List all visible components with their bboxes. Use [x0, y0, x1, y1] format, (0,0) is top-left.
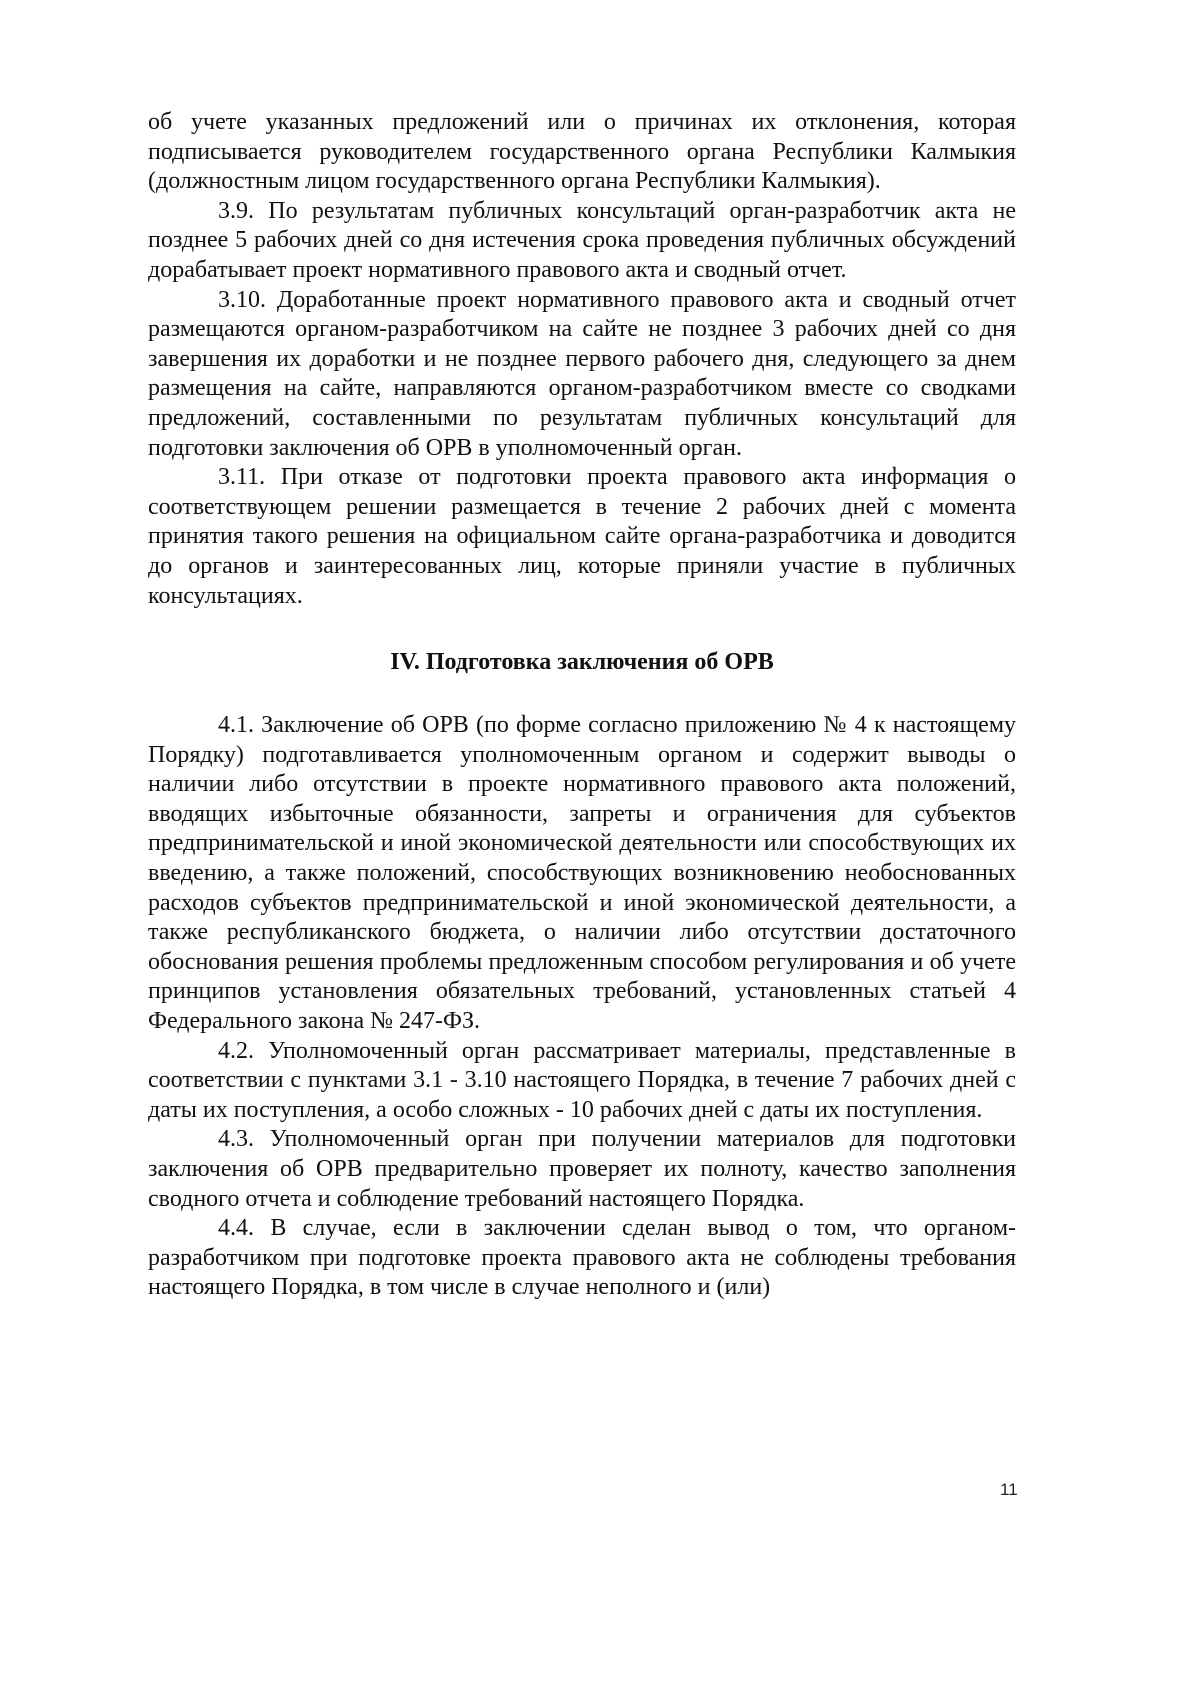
paragraph-4-3: 4.3. Уполномоченный орган при получении материалов для подготовки заключения об ОРВ предварительно проверяет их полноту, качество заполнения сводного отчета и соблюдение требований настоящего Порядка. [148, 1126, 1016, 1212]
section-heading: IV. Подготовка заключения об ОРВ [390, 649, 774, 676]
page-number: 11 [1000, 1480, 1018, 1499]
paragraph-4-4: 4.4. В случае, если в заключении сделан вывод о том, что органом-разработчиком при подготовке проекта правового акта не соблюдены требования настоящего Порядка, в том числе в случае неполного и (или) [148, 1215, 1016, 1301]
paragraph-3-11: 3.11. При отказе от подготовки проекта правового акта информация о соответствующем решении размещается в течение 2 рабочих дней с момента принятия такого решения на официальном сайте органа-разработчика и доводится до органов и заинтересованных лиц, которые приняли участие в публичных консультациях. [148, 464, 1016, 609]
paragraph-4-1: 4.1. Заключение об ОРВ (по форме согласно приложению № 4 к настоящему Порядку) подготавливается уполномоченным органом и содержит выводы о наличии либо отсутствии в проекте нормативного правового акта положений, вводящих избыточные обязанности, запреты и ограничения для субъектов предпринимательской и иной экономической деятельности или способствующих их введению, а также положений, способствующих возникновению необоснованных расходов субъектов предпринимательской и иной экономической деятельности, а также республиканского бюджета, о наличии либо отсутствии достаточного обоснования решения проблемы предложенным способом регулирования и об учете принципов установления обязательных требований, установленных статьей 4 Федерального закона № 247-ФЗ. [148, 712, 1016, 1035]
page-body [148, 108, 1016, 1303]
paragraph-continuation: об учете указанных предложений или о причинах их отклонения, которая подписывается руководителем государственного органа Республики Калмыкия (должностным лицом государственного органа Республики Калмыкия). [148, 109, 1016, 195]
paragraph-4-2: 4.2. Уполномоченный орган рассматривает материалы, представленные в соответствии с пунктами 3.1 - 3.10 настоящего Порядка, в течение 7 рабочих дней с даты их поступления, а особо сложных - 10 рабочих дней с даты их поступления. [148, 1037, 1016, 1123]
paragraph-3-9: 3.9. По результатам публичных консультаций орган-разработчик акта не позднее 5 рабочих дней со дня истечения срока проведения публичных обсуждений дорабатывает проект нормативного правового акта и сводный отчет. [148, 197, 1016, 283]
paragraph-3-10: 3.10. Доработанные проект нормативного правового акта и сводный отчет размещаются органом-разработчиком на сайте не позднее 3 рабочих дней со дня завершения их доработки и не позднее первого рабочего дня, следующего за днем размещения на сайте, направляются органом-разработчиком вместе со сводками предложений, составленными по результатам публичных консультаций для подготовки заключения об ОРВ в уполномоченный орган. [148, 286, 1016, 461]
